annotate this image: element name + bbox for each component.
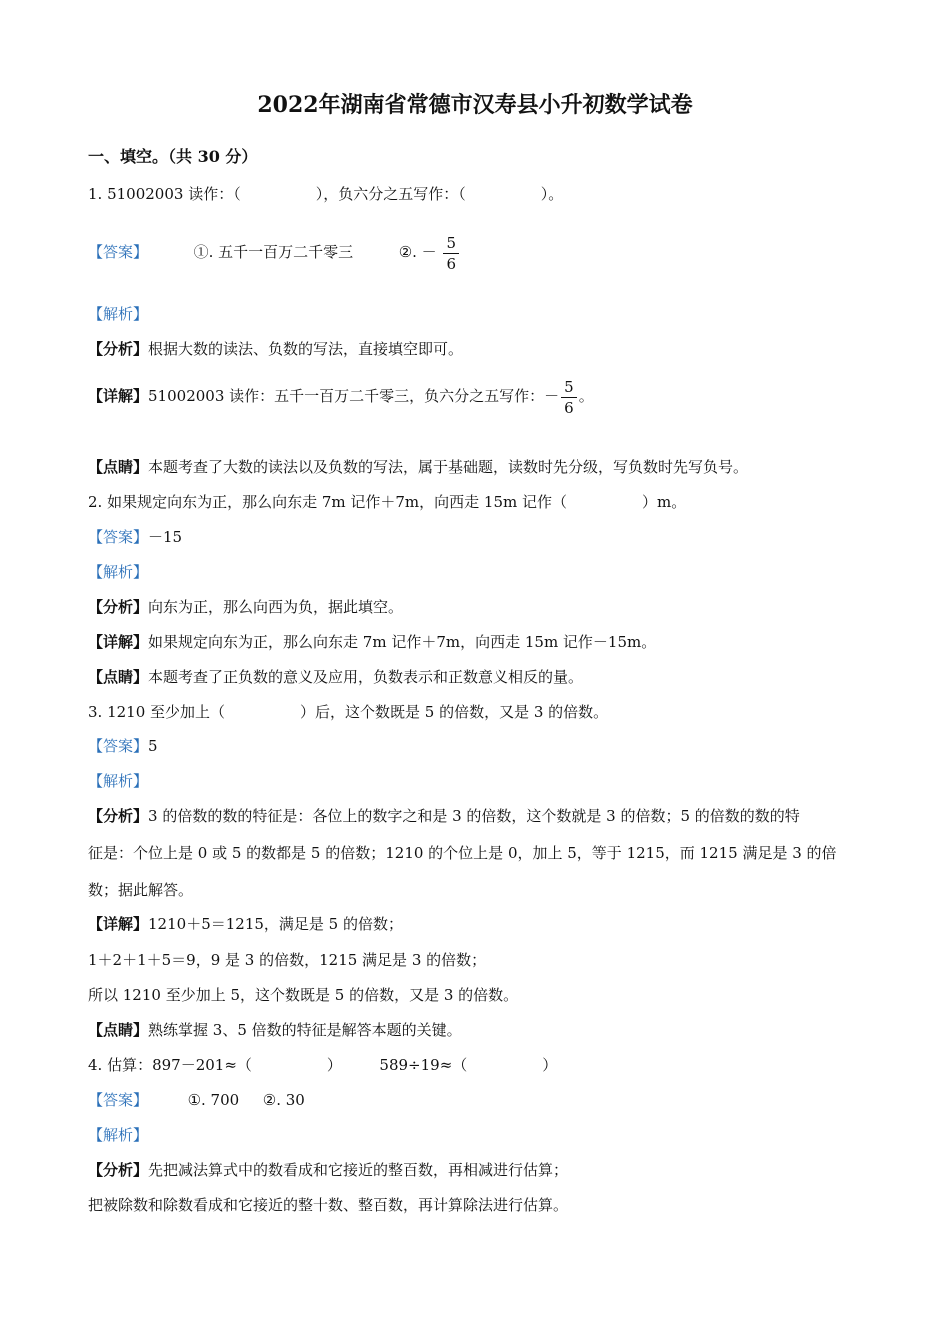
q1-answer-2-prefix: ②. － (398, 243, 437, 261)
q3-answer: 5 (148, 737, 158, 755)
page-title: 2022年湖南省常德市汉寿县小升初数学试卷 (257, 92, 693, 118)
q4-fenxi (88, 1160, 568, 1180)
q3-fenxi-line-3: 数；据此解答。 (88, 881, 194, 899)
q2-fenxi (88, 597, 403, 617)
q4-jiexi-label: 【解析】 (88, 1126, 149, 1144)
q4-answer-line (88, 1090, 305, 1110)
q1-fenxi-text: 根据大数的读法、负数的写法，直接填空即可。 (148, 340, 464, 358)
answer-label: 【答案】 (88, 1091, 149, 1109)
fraction-numerator: 5 (443, 233, 459, 254)
answer-label: 【答案】 (88, 528, 149, 546)
question-1: 1. 51002003 读作：（ ），负六分之五写作：（ ）。 (88, 185, 564, 203)
q1-answer-fraction (443, 233, 459, 274)
q3-xiangjie-line-2: 1＋2＋1＋5＝9，9 是 3 的倍数，1215 满足是 3 的倍数； (88, 951, 487, 969)
q1-dianjing (88, 457, 748, 477)
fenxi-label: 【分析】 (88, 1161, 149, 1179)
q3-answer-line (88, 736, 158, 756)
q1-xiangjie-end: 。 (578, 387, 594, 405)
q3-xiangjie-line-3: 所以 1210 至少加上 5，这个数既是 5 的倍数，又是 3 的倍数。 (88, 986, 519, 1004)
q2-xiangjie (88, 632, 656, 652)
q1-xiangjie (88, 374, 594, 418)
fraction-numerator: 5 (561, 377, 577, 398)
q1-fenxi (88, 339, 463, 359)
fraction-denominator: 6 (564, 398, 574, 417)
q3-dianjing-text: 熟练掌握 3、5 倍数的特征是解答本题的关键。 (148, 1021, 462, 1039)
answer-label: 【答案】 (88, 737, 149, 755)
q3-jiexi-label: 【解析】 (88, 772, 149, 790)
q1-answer-1: ①. 五千一百万二千零三 (193, 243, 354, 261)
q3-dianjing (88, 1020, 462, 1040)
q2-fenxi-text: 向东为正，那么向西为负，据此填空。 (148, 598, 404, 616)
fenxi-label: 【分析】 (88, 807, 149, 825)
question-3: 3. 1210 至少加上（ ）后，这个数既是 5 的倍数，又是 3 的倍数。 (88, 703, 609, 721)
dianjing-label: 【点睛】 (88, 458, 149, 476)
q3-fenxi-line-1: 3 的倍数的数的特征是：各位上的数字之和是 3 的倍数，这个数就是 3 的倍数；5 的倍数的数的特 (148, 807, 800, 825)
dianjing-label: 【点睛】 (88, 668, 149, 686)
xiangjie-label: 【详解】 (88, 633, 149, 651)
q2-dianjing-text: 本题考查了正负数的意义及应用，负数表示和正数意义相反的量。 (148, 668, 584, 686)
dianjing-label: 【点睛】 (88, 1021, 149, 1039)
fraction-denominator: 6 (446, 254, 456, 273)
q2-answer-line (88, 527, 182, 547)
q4-answer-2: ②. 30 (262, 1091, 305, 1109)
q4-answer-1: ①. 700 (187, 1091, 240, 1109)
q4-fenxi-text: 先把减法算式中的数看成和它接近的整百数，再相减进行估算； (148, 1161, 569, 1179)
q4-fenxi-line-2: 把被除数和除数看成和它接近的整十数、整百数，再计算除法进行估算。 (88, 1196, 569, 1214)
q2-xiangjie-text: 如果规定向东为正，那么向东走 7m 记作＋7m，向西走 15m 记作－15m。 (148, 633, 657, 651)
question-2: 2. 如果规定向东为正，那么向东走 7m 记作＋7m，向西走 15m 记作（ ）m。 (88, 493, 687, 511)
fenxi-label: 【分析】 (88, 598, 149, 616)
section-heading: 一、填空。（共 30 分） (88, 147, 258, 166)
q3-fenxi (88, 806, 800, 826)
fenxi-label: 【分析】 (88, 340, 149, 358)
q1-dianjing-text: 本题考查了大数的读法以及负数的写法，属于基础题，读数时先分级，写负数时先写负号。 (148, 458, 749, 476)
q3-fenxi-line-2: 征是：个位上是 0 或 5 的数都是 5 的倍数；1210 的个位上是 0，加上 5，等于 1215，而 1215 满足是 3 的倍 (88, 844, 837, 862)
q1-jiexi-label: 【解析】 (88, 305, 149, 323)
question-4: 4. 估算：897－201≈（ ） 589÷19≈（ ） (88, 1056, 558, 1074)
q1-xiangjie-text: 51002003 读作：五千一百万二千零三，负六分之五写作：－ (148, 387, 560, 405)
xiangjie-label: 【详解】 (88, 387, 149, 405)
q1-answer-line (88, 230, 461, 274)
q3-xiangjie-text: 1210＋5＝1215，满足是 5 的倍数； (148, 915, 403, 933)
q1-xiangjie-fraction (561, 377, 577, 418)
q2-dianjing (88, 667, 583, 687)
xiangjie-label: 【详解】 (88, 915, 149, 933)
q2-answer: －15 (148, 528, 183, 546)
q2-jiexi-label: 【解析】 (88, 563, 149, 581)
q3-xiangjie (88, 914, 403, 934)
answer-label: 【答案】 (88, 243, 149, 261)
